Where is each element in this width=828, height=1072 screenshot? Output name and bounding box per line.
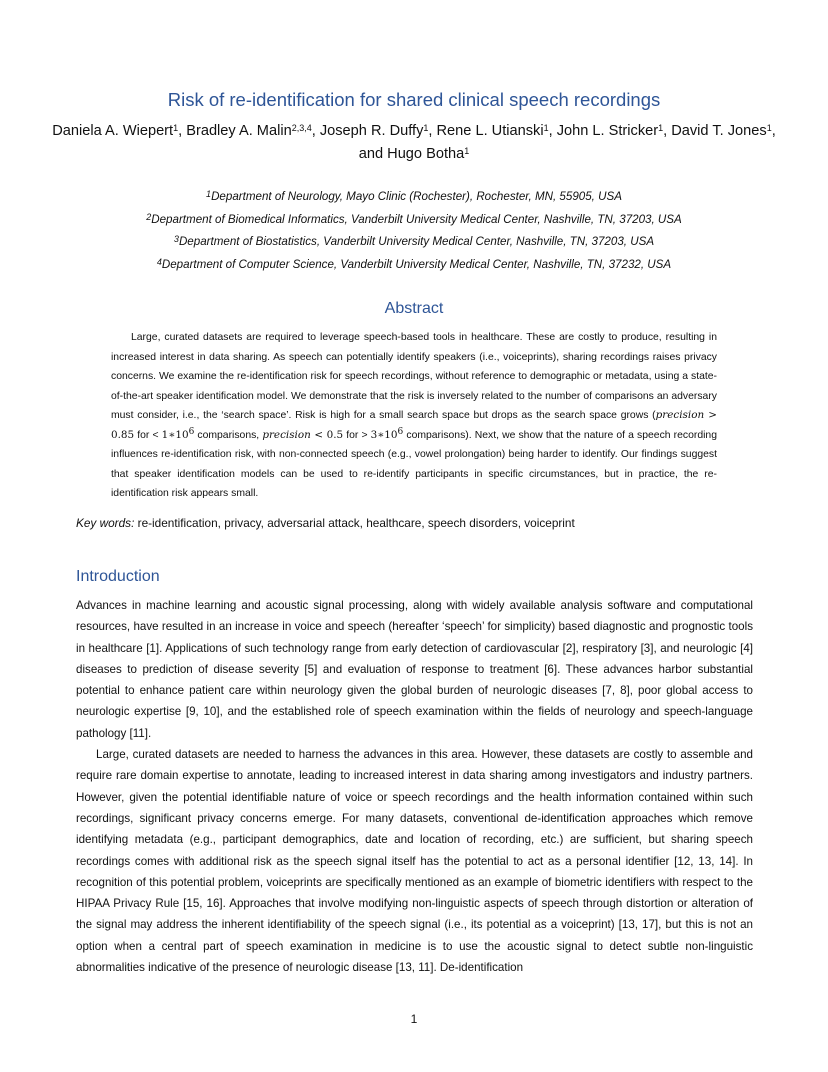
author	[186, 123, 320, 139]
author-name: Rene L. Utianski	[436, 123, 544, 139]
author-name: and Hugo Botha	[358, 146, 465, 162]
affiliation-text: Department of Computer Science, Vanderbilt University Medical Center, Nashville, TN, 37232, USA	[161, 257, 672, 271]
affiliation-text: Department of Neurology, Mayo Clinic (Rochester), Rochester, MN, 55905, USA	[211, 190, 622, 203]
keywords	[76, 514, 756, 532]
introduction-heading: Introduction	[76, 568, 160, 585]
author	[359, 146, 470, 162]
paragraph: Advances in machine learning and acoustic signal processing, along with widely available analysis software and computational resources, have resulted in an increase in voice and speech (hereafter ‘speech’ for simplicity) based diagnostic and prognostic tools in healthcare [1]. Applications of such technology range from early detection of cardiovascular [2], respiratory [3], and neurologic [4] diseases to prediction of disease severity [5] and evaluation of response to treatment [6]. These advances harbor substantial potential to enhance patient care within neurology given the global burden of neurologic diseases [7, 8], poor global access to neurologic expertise [9, 10], and the established role of speech examination within the fields of neurology and speech-language pathology [11].	[76, 599, 753, 740]
math-text: for >	[343, 429, 371, 441]
math-relation: < 0.5	[310, 428, 344, 441]
author-sep: ,	[311, 123, 320, 139]
author-affil-sup: 1	[766, 123, 772, 133]
math-var: precision	[262, 428, 311, 441]
affiliation-text: Department of Biomedical Informatics, Vanderbilt University Medical Center, Nashville, TN, 37203, USA	[151, 212, 682, 226]
abstract-text: comparisons,	[194, 429, 263, 441]
author-affil-sup: 1	[658, 123, 664, 133]
author-name: David T. Jones	[671, 123, 767, 139]
author-list	[0, 120, 828, 166]
author-sep: ,	[548, 123, 557, 139]
math-value: 1∗10	[161, 428, 189, 441]
author-name: Daniela A. Wiepert	[52, 123, 174, 139]
math-exponent: 6	[397, 426, 404, 437]
affiliation	[0, 209, 828, 232]
author	[52, 123, 186, 139]
author	[437, 123, 557, 139]
keywords-label: Key words:	[76, 516, 135, 530]
author-affil-sup: 1	[423, 123, 429, 133]
math-exponent: 6	[188, 426, 195, 437]
paper-title: Risk of re-identification for shared clinical speech recordings	[167, 89, 661, 110]
affiliation-list	[0, 186, 828, 276]
math-var: precision	[655, 409, 705, 421]
author-sep: ,	[663, 123, 672, 139]
affiliation-sup: 2	[146, 211, 152, 222]
author-name: John L. Stricker	[556, 123, 659, 139]
author-sep: ,	[771, 123, 776, 139]
abstract-text: comparisons). Next, we show that the nature of a speech recording influences re-identification risk, with non-connected speech (e.g., vowel prolongation) being harder to identify. Our findings suggest that speaker identification models can be used to re-identify participants in specific circumstances, but in practice, the re-identification risk appears small.	[111, 429, 717, 499]
author-affil-sup: 1	[543, 123, 549, 133]
affiliation-sup: 4	[156, 256, 162, 267]
math-value: 3∗10	[370, 428, 398, 441]
math-text: for <	[134, 429, 162, 441]
author-affil-sup: 1	[464, 146, 470, 156]
abstract-text: Large, curated datasets are required to leverage speech-based tools in healthcare. These are costly to produce, resulting in increased interest in data sharing. As speech can potentially identify speakers (i.e., voiceprints), sharing recordings raises privacy concerns. We examine the re-identification risk for speech recordings, without reference to demographic or metadata, using a state-of-the-art speaker identification model. We demonstrate that the risk is inversely related to the number of comparisons an adversary must consider, i.e., the ‘search space’. Risk is high for a small search space but drops as the search space grows (	[111, 332, 717, 421]
affiliation	[0, 231, 828, 254]
author-sep: ,	[178, 123, 187, 139]
affiliation	[0, 254, 828, 277]
introduction-body	[76, 595, 753, 978]
affiliation-text: Department of Biostatistics, Vanderbilt University Medical Center, Nashville, TN, 37203, USA	[178, 235, 655, 248]
author-sep: ,	[428, 123, 437, 139]
affiliation-sup: 1	[206, 189, 212, 199]
author-name: Bradley A. Malin	[186, 123, 292, 139]
abstract-heading: Abstract	[384, 300, 444, 317]
keywords-text: re-identification, privacy, adversarial attack, healthcare, speech disorders, voiceprint	[134, 516, 575, 530]
author	[671, 123, 776, 139]
abstract-body	[111, 328, 717, 504]
author-name: Joseph R. Duffy	[319, 123, 424, 139]
math-relation: > 0.85	[111, 409, 718, 441]
affiliation	[0, 186, 828, 209]
author-affil-sup: 1	[173, 123, 179, 133]
affiliation-sup: 3	[173, 234, 179, 244]
page-number: 1	[410, 1012, 418, 1026]
author	[320, 123, 437, 139]
paragraph: Large, curated datasets are needed to harness the advances in this area. However, these datasets are costly to assemble and require rare domain expertise to annotate, leading to increased interest in data sharing among investigators and industry partners. However, given the potential identifiable nature of voice or speech recordings and the health information contained within such recordings, significant privacy concerns emerge. For many datasets, conventional de-identification approaches which remove identifying metadata (e.g., participant demographics, date and location of recording, etc.) are sufficient, but sharing speech recordings comes with additional risk as the speech signal itself has the potential to act as a personal identifier [12, 13, 14]. In recognition of this potential problem, voiceprints are specifically mentioned as an example of biometric identifiers with respect to the HIPAA Privacy Rule [15, 16]. Approaches that involve modifying non-linguistic aspects of speech through distortion or alteration of the signal may address the inherent identifiability of the speech signal (i.e., its potential as a voiceprint) [13, 17], but this is not an option when a central part of speech examination in medicine is to use the acoustic signal to detect subtle non-linguistic abnormalities indicative of the presence of neurologic disease [13, 11]. De-identification	[76, 748, 753, 975]
author-affil-sup: 2,3,4	[291, 123, 312, 133]
author	[557, 123, 672, 139]
